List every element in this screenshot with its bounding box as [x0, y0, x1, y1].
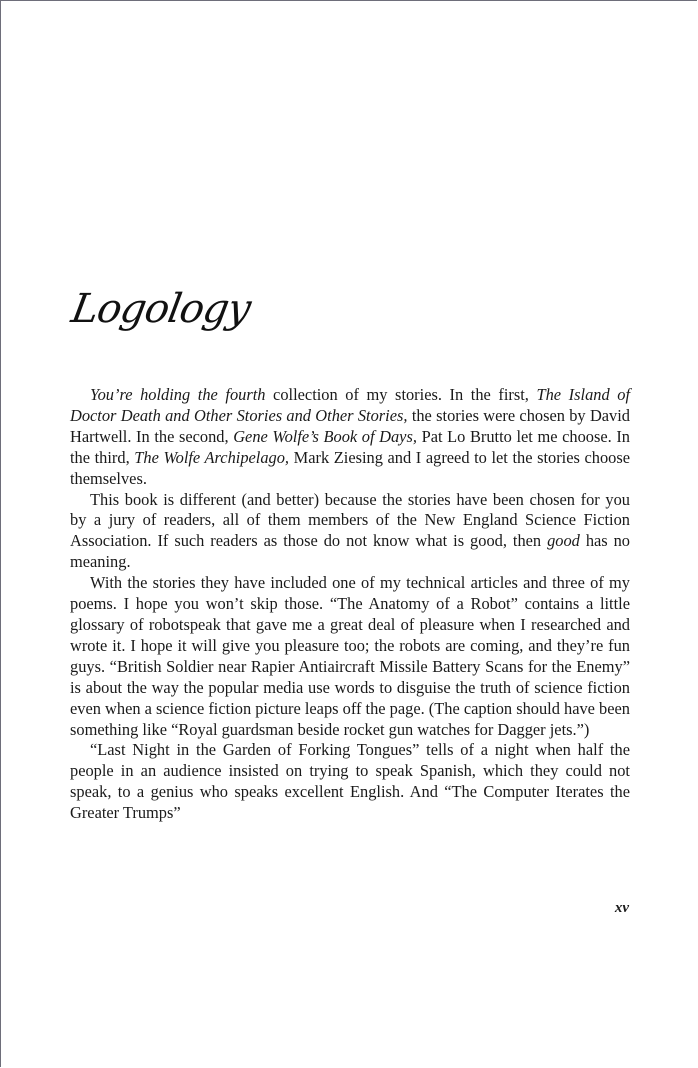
italic-text-segment: good [547, 531, 580, 551]
paragraph [70, 740, 630, 824]
italic-text-segment: The Wolfe Archipelago, [134, 447, 290, 467]
text-segment: With the stories they have included one of my technical articles and three of my poems. I hope you won’t skip those. “The Anatomy of a Robot” contains a little glossary of robotspeak that gave me a great deal of pleasure when I researched and wrote it. I hope it will give you pleasure too; the robots are coming, and they’re fun guys. “British Soldier near Rapier Antiaircraft Missile Battery Scans for the Enemy” is about the way the popular media use words to disguise the truth of science fiction even when a science fiction picture leaps off the page. (The caption should have been something like “Royal guardsman beside rocket gun watches for Dagger jets.”) [70, 573, 630, 739]
paragraph [70, 385, 630, 490]
text-segment: Pat Lo Brutto let me choose. In the third, [70, 426, 631, 467]
text-segment: “Last Night in the Garden of Forking Tongues” tells of a night when half the people in an audience insisted on trying to speak Spanish, which they could not speak, to a genius who speaks excellent English. And “The Computer Iterates the Greater Trumps” [70, 740, 630, 823]
italic-text-segment: Gene Wolfe’s Book of Days, [233, 426, 417, 446]
text-segment: collection of my stories. In the first, [265, 385, 537, 404]
paragraph [70, 490, 630, 574]
text-segment: has no meaning. [70, 531, 631, 572]
text-segment: the stories were chosen by David Hartwell. In the second, [70, 405, 631, 446]
text-segment: Mark Ziesing and I agreed to let the stories choose themselves. [70, 447, 631, 488]
text-segment: This book is different (and better) because the stories have been chosen for you by a jury of readers, all of them members of the New England Science Fiction Association. If such readers as those do not know what is good, then [70, 489, 630, 551]
page-number: xv [614, 900, 629, 916]
italic-text-segment: You’re holding the fourth [90, 385, 266, 404]
chapter-title: Logology [68, 286, 254, 332]
italic-text-segment: The Island of Doctor Death and Other Stories and Other Stories, [70, 385, 630, 425]
body-text [70, 385, 630, 824]
paragraph [70, 573, 630, 740]
